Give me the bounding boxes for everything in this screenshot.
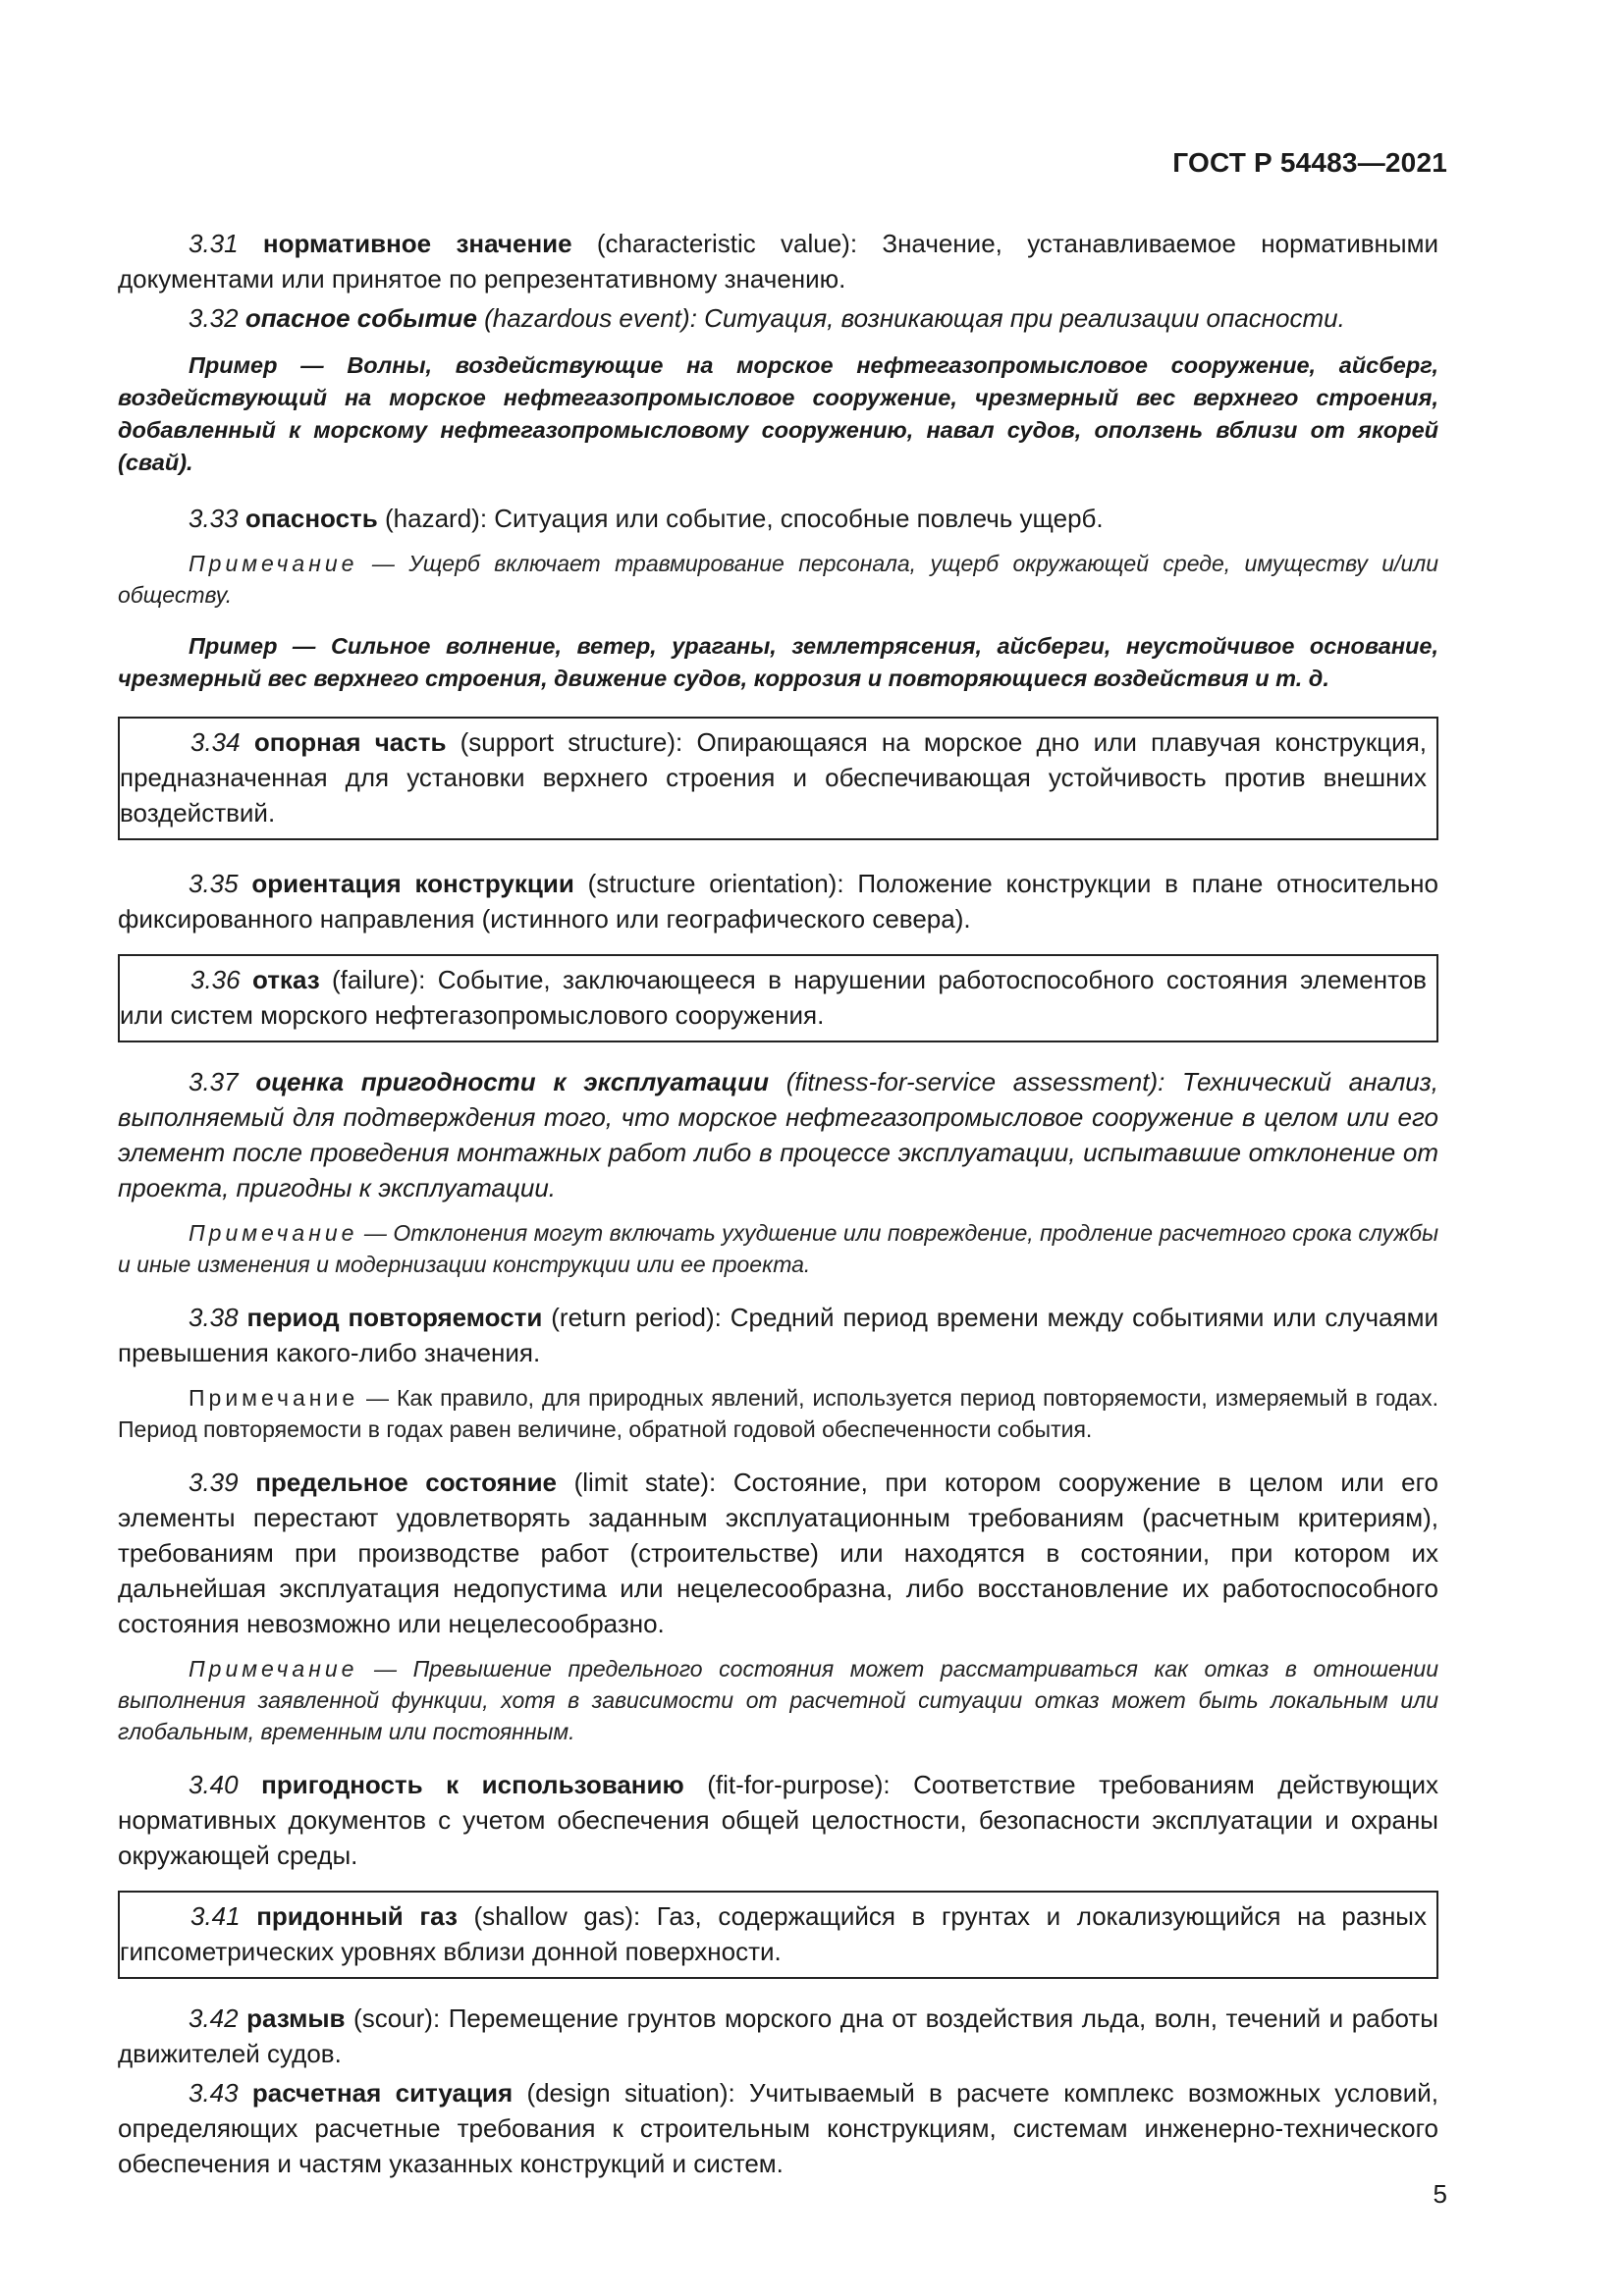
term-3-42 xyxy=(118,2001,1438,2071)
term-3-33 xyxy=(118,501,1438,536)
term-definition: (limit state): Состояние, при котором сооружение в целом или его элементы перестают удовлетворять заданным эксплуатационным требованиям (расчетным критериям), требованиям при производстве работ (строительстве) или находятся в состоянии, при котором их дальнейшая эксплуатация недопустима или нецелесообразна, либо восстановление их работоспособного состояния невозможно или нецелесообразно. xyxy=(118,1468,1438,1638)
note-3-37 xyxy=(118,1217,1438,1280)
term-3-41 xyxy=(120,1898,1427,1969)
term-number: 3.32 xyxy=(189,303,239,333)
term-definition: (failure): Событие, заключающееся в нарушении работоспособного состояния элементов или систем морского нефтегазопромыслового сооружения. xyxy=(120,965,1427,1030)
term-name: период повторяемости xyxy=(246,1303,543,1332)
term-3-39 xyxy=(118,1465,1438,1641)
term-name: размыв xyxy=(246,2003,346,2033)
note-text: — Ущерб включает травмирование персонала, ущерб окружающей среде, имуществу и/или обществу. xyxy=(118,551,1438,608)
term-definition: (return period): Средний период времени между событиями или случаями превышения какого-либо значения. xyxy=(118,1303,1438,1367)
term-name: предельное состояние xyxy=(255,1468,558,1497)
term-number: 3.35 xyxy=(189,869,239,898)
note-3-39 xyxy=(118,1653,1438,1747)
term-3-40 xyxy=(118,1767,1438,1873)
note-text: — Отклонения могут включать ухудшение или повреждение, продление расчетного срока службы и иные изменения и модернизации конструкции или ее проекта. xyxy=(118,1220,1438,1277)
term-name: оценка пригодности к эксплуатации xyxy=(255,1067,769,1096)
term-3-36-box xyxy=(118,954,1438,1042)
term-definition: (characteristic value): Значение, устанавливаемое нормативными документами или принятое по репрезентативному значению. xyxy=(118,229,1438,294)
term-3-36 xyxy=(120,962,1427,1033)
term-definition: (scour): Перемещение грунтов морского дна от воздействия льда, волн, течений и работы движителей судов. xyxy=(118,2003,1438,2068)
document-body xyxy=(118,226,1438,2189)
term-name: расчетная ситуация xyxy=(251,2078,514,2108)
note-3-33 xyxy=(118,548,1438,611)
term-number: 3.34 xyxy=(190,727,241,757)
document-code: ГОСТ Р 54483—2021 xyxy=(1172,147,1447,178)
term-number: 3.36 xyxy=(190,965,241,994)
term-3-38 xyxy=(118,1300,1438,1370)
example-3-32: Пример — Волны, воздействующие на морское нефтегазопромысловое сооружение, айсберг, воздействующий на морское нефтегазопромысловое сооружение, чрезмерный вес верхнего строения, добавленный к морскому нефтегазопромысловому сооружению, навал судов, оползень вблизи от якорей (свай). xyxy=(118,352,1438,475)
term-number: 3.38 xyxy=(189,1303,239,1332)
term-number: 3.33 xyxy=(189,504,239,533)
term-number: 3.41 xyxy=(190,1901,241,1931)
term-number: 3.39 xyxy=(189,1468,239,1497)
term-3-41-box xyxy=(118,1891,1438,1979)
term-definition: (hazard): Ситуация или событие, способные повлечь ущерб. xyxy=(377,504,1104,533)
term-name: нормативное значение xyxy=(262,229,572,258)
term-3-32 xyxy=(118,300,1438,336)
term-3-43 xyxy=(118,2075,1438,2181)
term-number: 3.37 xyxy=(189,1067,239,1096)
term-name: опасное событие xyxy=(244,303,477,333)
page-number: 5 xyxy=(1433,2179,1447,2209)
term-3-35 xyxy=(118,866,1438,936)
term-definition: (shallow gas): Газ, содержащийся в грунтах и локализующийся на разных гипсометрических уровнях вблизи донной поверхности. xyxy=(120,1901,1427,1966)
term-3-31 xyxy=(118,226,1438,296)
note-label: Примечание xyxy=(189,1220,358,1246)
term-3-34 xyxy=(120,724,1427,830)
note-text: — Как правило, для природных явлений, используется период повторяемости, измеряемый в годах. Период повторяемости в годах равен величине, обратной годовой обеспеченности события. xyxy=(118,1385,1438,1442)
term-definition: (fit-for-purpose): Соответствие требованиям действующих нормативных документов с учетом обеспечения общей целостности, безопасности эксплуатации и охраны окружающей среды. xyxy=(118,1770,1438,1870)
note-3-38 xyxy=(118,1382,1438,1445)
term-3-34-box xyxy=(118,717,1438,840)
term-definition: (hazardous event): Ситуация, возникающая при реализации опасности. xyxy=(476,303,1345,333)
term-number: 3.40 xyxy=(189,1770,239,1799)
term-number: 3.31 xyxy=(189,229,239,258)
note-text: — Превышение предельного состояния может рассматриваться как отказ в отношении выполнения заявленной функции, хотя в зависимости от расчетной ситуации отказ может быть локальным или глобальным, временным или постоянным. xyxy=(118,1656,1438,1744)
term-definition: (fitness-for-service assessment): Технический анализ, выполняемый для подтверждения того, что морское нефтегазопромысловое сооружение в целом или его элемент после проведения монтажных работ либо в процессе эксплуатации, испытавшие отклонение от проекта, пригодны к эксплуатации. xyxy=(118,1067,1438,1202)
term-definition: (support structure): Опирающаяся на морское дно или плавучая конструкция, предназначенная для установки верхнего строения и обеспечивающая устойчивость против внешних воздействий. xyxy=(120,727,1427,828)
term-number: 3.42 xyxy=(189,2003,239,2033)
note-label: Примечание xyxy=(189,1656,358,1682)
term-name: отказ xyxy=(251,965,320,994)
term-name: опорная часть xyxy=(253,727,447,757)
term-name: ориентация конструкции xyxy=(251,869,574,898)
term-name: пригодность к использованию xyxy=(261,1770,684,1799)
term-3-37 xyxy=(118,1064,1438,1205)
term-definition: (design situation): Учитываемый в расчете комплекс возможных условий, определяющих расчетные требования к строительным конструкциям, системам инженерно-технического обеспечения и частям указанных конструкций и систем. xyxy=(118,2078,1439,2178)
term-name: опасность xyxy=(244,504,378,533)
term-name: придонный газ xyxy=(256,1901,458,1931)
term-number: 3.43 xyxy=(189,2078,239,2108)
example-3-33: Пример — Сильное волнение, ветер, ураганы, землетрясения, айсберги, неустойчивое основание, чрезмерный вес верхнего строения, движение судов, коррозия и повторяющиеся воздействия и т. д. xyxy=(118,633,1438,691)
note-label: Примечание xyxy=(189,1385,359,1411)
note-label: Примечание xyxy=(189,551,358,576)
term-definition: (structure orientation): Положение конструкции в плане относительно фиксированного направления (истинного или географического севера). xyxy=(118,869,1438,934)
